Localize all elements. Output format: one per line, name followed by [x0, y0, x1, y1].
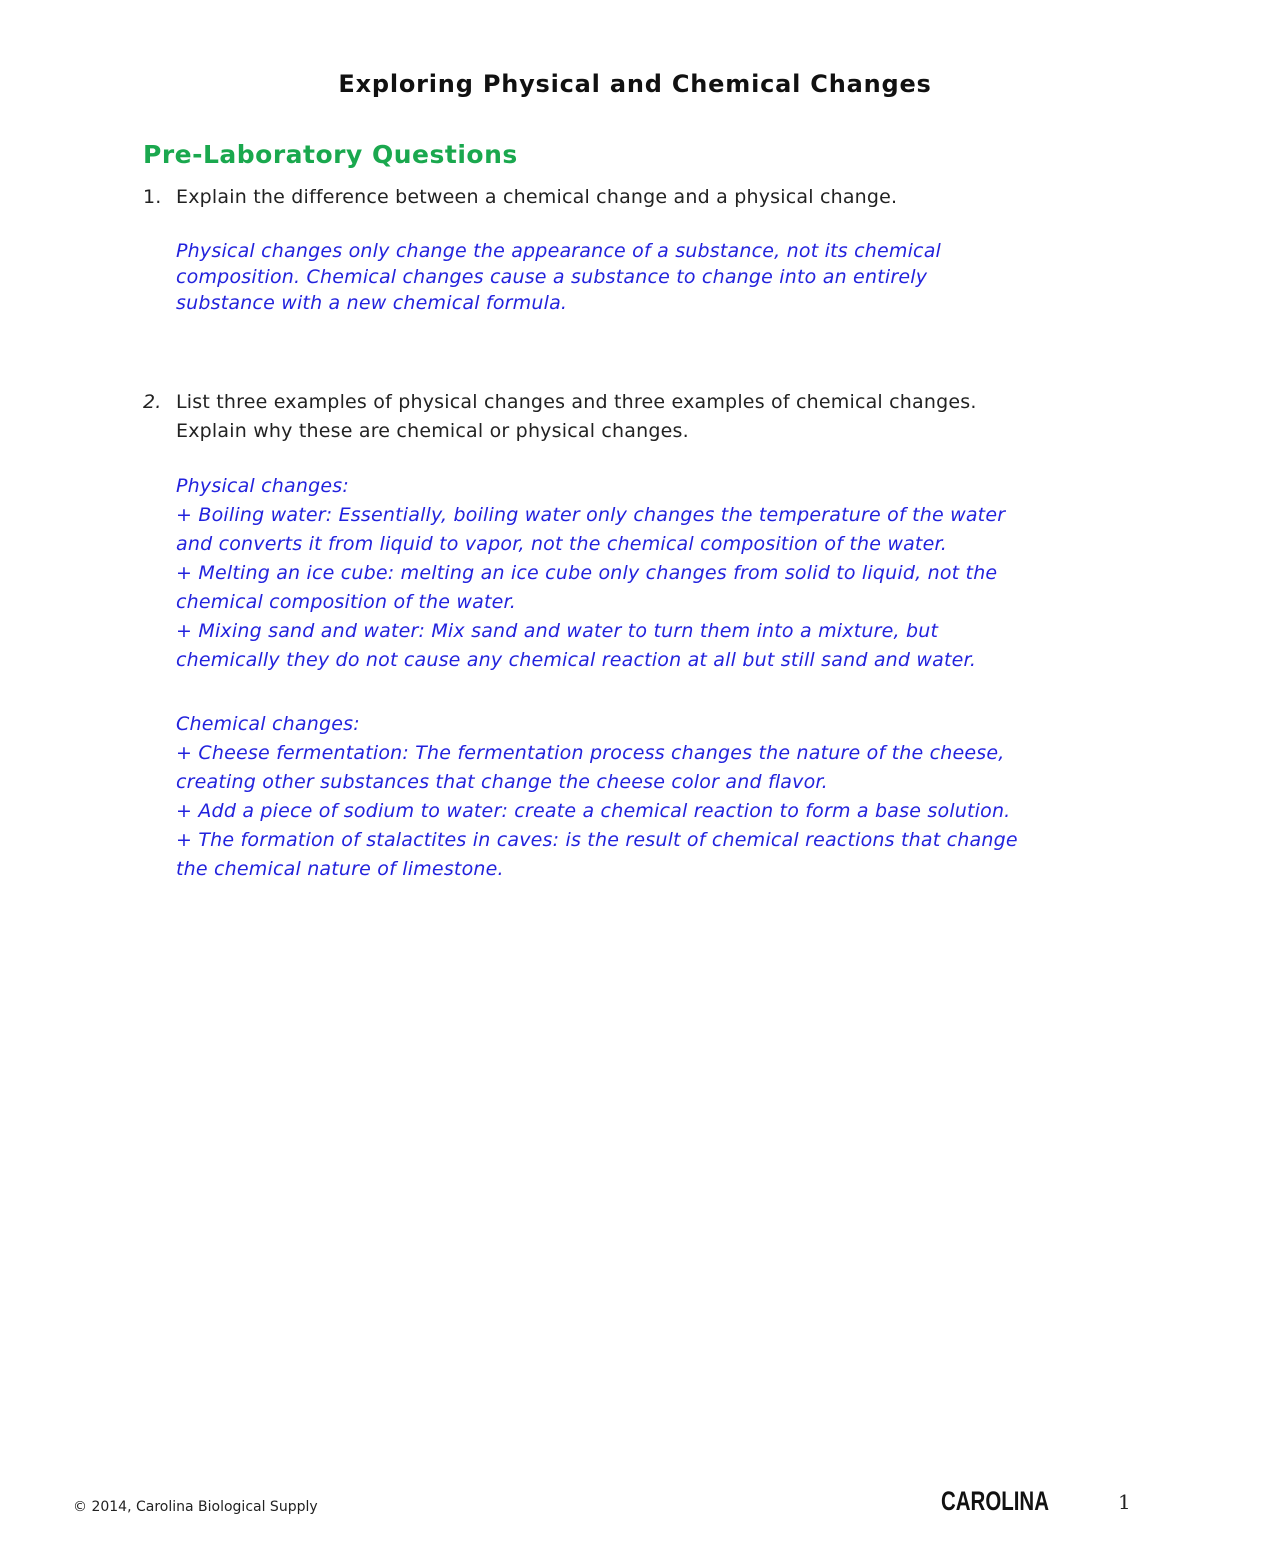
- chemical-changes-answer: [176, 710, 1126, 884]
- answer-line: Physical changes only change the appearance of a substance, not its chemical: [176, 240, 942, 262]
- question-line: Explain the difference between a chemical change and a physical change.: [176, 186, 898, 208]
- answer-1: [176, 238, 1126, 316]
- section-heading: Pre-Laboratory Questions: [143, 140, 518, 169]
- question-text: [176, 388, 1136, 446]
- document-title: Exploring Physical and Chemical Changes: [338, 70, 932, 98]
- answer-line: + The formation of stalactites in caves: is the result of chemical reactions that change: [176, 829, 1018, 851]
- question-line: Explain why these are chemical or physical changes.: [176, 420, 689, 442]
- question-number: 1.: [143, 186, 162, 208]
- answer-line: and converts it from liquid to vapor, not the chemical composition of the water.: [176, 533, 947, 555]
- answer-line: substance with a new chemical formula.: [176, 292, 568, 314]
- answer-line: creating other substances that change the cheese color and flavor.: [176, 771, 828, 793]
- copyright-footer: © 2014, Carolina Biological Supply: [73, 1499, 318, 1515]
- answer-line: + Melting an ice cube: melting an ice cube only changes from solid to liquid, not the: [176, 562, 998, 584]
- answer-line: chemically they do not cause any chemical reaction at all but still sand and water.: [176, 649, 977, 671]
- question-text: [176, 183, 1136, 212]
- answer-line: composition. Chemical changes cause a substance to change into an entirely: [176, 266, 928, 288]
- answer-line: the chemical nature of limestone.: [176, 858, 504, 880]
- answer-heading: Physical changes:: [176, 475, 349, 497]
- logo-text: CAROLINA: [941, 1486, 1049, 1516]
- answer-line: + Add a piece of sodium to water: create a chemical reaction to form a base solution.: [176, 800, 1011, 822]
- question-line: List three examples of physical changes and three examples of chemical changes.: [176, 391, 977, 413]
- answer-line: + Cheese fermentation: The fermentation process changes the nature of the cheese,: [176, 742, 1005, 764]
- answer-line: chemical composition of the water.: [176, 591, 517, 613]
- carolina-logo: [940, 1485, 1050, 1515]
- answer-line: + Boiling water: Essentially, boiling water only changes the temperature of the water: [176, 504, 1006, 526]
- page-number: 1: [1118, 1490, 1131, 1514]
- answer-heading: Chemical changes:: [176, 713, 360, 735]
- answer-line: + Mixing sand and water: Mix sand and water to turn them into a mixture, but: [176, 620, 939, 642]
- question-number: 2.: [143, 391, 162, 413]
- physical-changes-answer: [176, 472, 1126, 675]
